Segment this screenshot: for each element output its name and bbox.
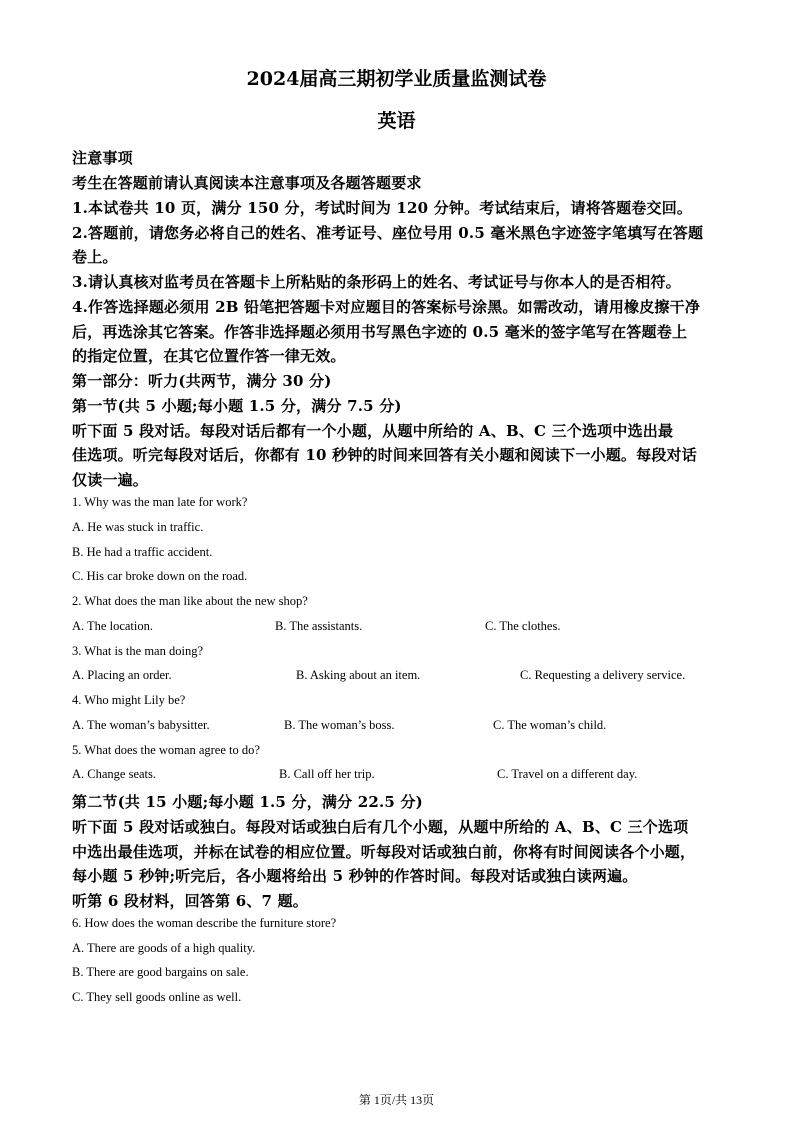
q4-option-a: A. The woman’s babysitter. (72, 718, 210, 732)
q3-option-c: C. Requesting a delivery service. (520, 668, 686, 682)
q3-option-b: B. Asking about an item. (296, 668, 421, 682)
notice-item: 4.作答选择题必须用 2B 铅笔把答题卡对应题目的答案标号涂黑。如需改动，请用橡皮擦干净 (72, 298, 701, 316)
q1-option-a: A. He was stuck in traffic. (72, 520, 204, 534)
question-1: 1. Why was the man late for work? (72, 495, 248, 509)
question-5: 5. What does the woman agree to do? (72, 743, 260, 757)
exam-title: 2024届高三期初学业质量监测试卷 (246, 68, 547, 90)
q5-option-a: A. Change seats. (72, 767, 157, 781)
section1-instruction: 仅读一遍。 (72, 471, 149, 489)
q1-option-c: C. His car broke down on the road. (72, 569, 248, 583)
question-3: 3. What is the man doing? (72, 644, 203, 658)
material-6-heading: 听第 6 段材料，回答第 6、7 题。 (72, 892, 309, 910)
q6-option-c: C. They sell goods online as well. (72, 990, 242, 1004)
notice-intro: 考生在答题前请认真阅读本注意事项及各题答题要求 (72, 174, 422, 192)
subject-title: 英语 (377, 110, 416, 132)
notice-item: 3.请认真核对监考员在答题卡上所粘贴的条形码上的姓名、考试证号与你本人的是否相符。 (72, 273, 681, 291)
section2-instruction: 听下面 5 段对话或独白。每段对话或独白后有几个小题，从题中所给的 A、B、C 三个选项 (72, 818, 689, 836)
notice-item: 1.本试卷共 10 页，满分 150 分，考试时间为 120 分钟。考试结束后，请将答题卷交回。 (72, 199, 693, 217)
q6-option-b: B. There are good bargains on sale. (72, 965, 249, 979)
notice-item: 2.答题前，请您务必将自己的姓名、准考证号、座位号用 0.5 毫米黑色字迹签字笔填写在答题 (72, 224, 704, 242)
q2-option-b: B. The assistants. (275, 619, 363, 633)
q5-option-b: B. Call off her trip. (279, 767, 375, 781)
notice-heading: 注意事项 (72, 149, 133, 167)
question-4: 4. Who might Lily be? (72, 693, 186, 707)
section1-heading: 第一节(共 5 小题;每小题 1.5 分，满分 7.5 分) (72, 397, 402, 415)
question-2: 2. What does the man like about the new shop? (72, 594, 308, 608)
section2-instruction: 中选出最佳选项，并标在试卷的相应位置。听每段对话或独白前，你将有时间阅读各个小题， (72, 843, 696, 861)
q6-option-a: A. There are goods of a high quality. (72, 941, 256, 955)
notice-item: 卷上。 (72, 248, 118, 266)
question-6: 6. How does the woman describe the furniture store? (72, 916, 337, 930)
q1-option-b: B. He had a traffic accident. (72, 545, 213, 559)
page-indicator: 第 1页/共 13页 (358, 1093, 435, 1107)
section1-instruction: 听下面 5 段对话。每段对话后都有一个小题，从题中所给的 A、B、C 三个选项中选出最 (72, 422, 674, 440)
part1-heading: 第一部分：听力(共两节，满分 30 分) (72, 372, 332, 390)
q4-option-c: C. The woman’s child. (493, 718, 607, 732)
q2-option-a: A. The location. (72, 619, 153, 633)
section2-heading: 第二节(共 15 小题;每小题 1.5 分，满分 22.5 分) (72, 793, 423, 811)
section1-instruction: 佳选项。听完每段对话后，你都有 10 秒钟的时间来回答有关小题和阅读下一小题。每段对话 (72, 446, 697, 464)
notice-item: 的指定位置，在其它位置作答一律无效。 (72, 347, 346, 365)
q2-option-c: C. The clothes. (485, 619, 561, 633)
q3-option-a: A. Placing an order. (72, 668, 172, 682)
section2-instruction: 每小题 5 秒钟;听完后，各小题将给出 5 秒钟的作答时间。每段对话或独白读两遍。 (72, 867, 638, 885)
q5-option-c: C. Travel on a different day. (497, 767, 638, 781)
q4-option-b: B. The woman’s boss. (284, 718, 395, 732)
notice-item: 后，再选涂其它答案。作答非选择题必须用书写黑色字迹的 0.5 毫米的签字笔写在答题卷上 (72, 323, 688, 341)
